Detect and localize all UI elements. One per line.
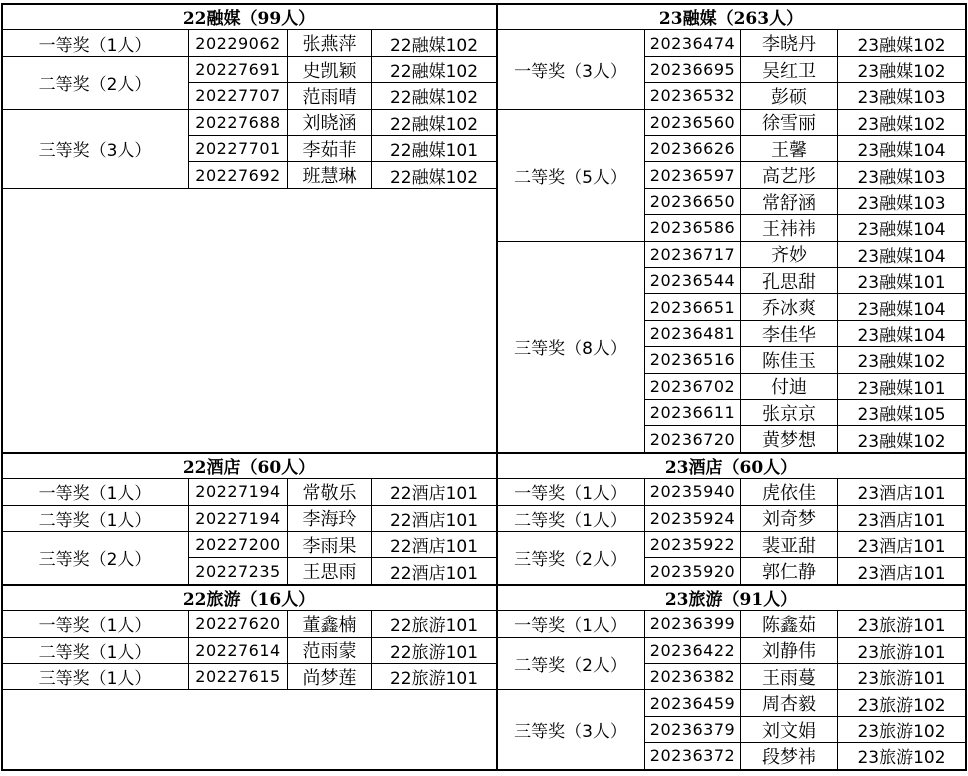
student-id[interactable]: 20236544 (644, 267, 741, 294)
class-name[interactable]: 22酒店101 (371, 557, 497, 584)
class-name[interactable]: 23旅游102 (837, 689, 966, 716)
class-name[interactable]: 22旅游101 (371, 610, 497, 637)
student-name[interactable]: 张京京 (740, 399, 838, 426)
student-name[interactable]: 周杏毅 (740, 689, 838, 716)
class-name[interactable]: 23融媒102 (837, 346, 966, 373)
student-name[interactable]: 王祎祎 (740, 214, 838, 241)
class-name[interactable]: 22融媒101 (371, 135, 497, 162)
class-name[interactable]: 22旅游101 (371, 663, 497, 690)
student-id[interactable]: 20236651 (644, 293, 741, 320)
empty-area (1, 188, 497, 453)
empty-area (1, 689, 497, 769)
table-border (1, 3, 3, 770)
award-level[interactable]: 二等奖（5人） (496, 109, 645, 242)
student-name[interactable]: 李晓丹 (740, 29, 838, 56)
student-name[interactable]: 李茹菲 (287, 135, 372, 162)
student-id[interactable]: 20235922 (644, 531, 741, 558)
student-id[interactable]: 20227615 (188, 663, 288, 690)
section-title[interactable]: 22融媒（99人） (1, 3, 497, 30)
student-id[interactable]: 20235940 (644, 478, 741, 505)
student-id[interactable]: 20236459 (644, 689, 741, 716)
award-level[interactable]: 三等奖（8人） (496, 241, 645, 453)
class-name[interactable]: 23融媒104 (837, 214, 966, 241)
student-id[interactable]: 20227707 (188, 82, 288, 109)
class-name[interactable]: 23融媒102 (837, 109, 966, 136)
class-name[interactable]: 22酒店101 (371, 505, 497, 532)
student-name[interactable]: 段梦祎 (740, 742, 838, 769)
student-id[interactable]: 20227194 (188, 478, 288, 505)
student-id[interactable]: 20236695 (644, 56, 741, 83)
student-name[interactable]: 黄梦想 (740, 425, 838, 452)
class-name[interactable]: 23融媒103 (837, 188, 966, 215)
student-name[interactable]: 班慧琳 (287, 161, 372, 188)
class-name[interactable]: 23融媒104 (837, 320, 966, 347)
award-level[interactable]: 二等奖（2人） (496, 637, 645, 691)
class-name[interactable]: 23旅游102 (837, 742, 966, 769)
class-name[interactable]: 23融媒104 (837, 135, 966, 162)
award-level[interactable]: 三等奖（1人） (1, 663, 189, 690)
student-name[interactable]: 乔冰爽 (740, 293, 838, 320)
student-name[interactable]: 范雨晴 (287, 82, 372, 109)
student-name[interactable]: 尚梦莲 (287, 663, 372, 690)
class-name[interactable]: 22融媒102 (371, 29, 497, 56)
award-level[interactable]: 三等奖（3人） (496, 689, 645, 769)
class-name[interactable]: 22酒店101 (371, 478, 497, 505)
table-border (1, 584, 967, 586)
award-level[interactable]: 一等奖（1人） (1, 29, 189, 56)
student-name[interactable]: 陈鑫茹 (740, 610, 838, 637)
student-name[interactable]: 王思雨 (287, 557, 372, 584)
award-level[interactable]: 三等奖（3人） (1, 109, 189, 189)
student-id[interactable]: 20236422 (644, 637, 741, 664)
student-name[interactable]: 张燕萍 (287, 29, 372, 56)
section-title[interactable]: 23旅游（91人） (496, 584, 966, 611)
award-level[interactable]: 一等奖（1人） (496, 610, 645, 637)
class-name[interactable]: 23酒店101 (837, 478, 966, 505)
student-id[interactable]: 20236650 (644, 188, 741, 215)
class-name[interactable]: 23旅游102 (837, 716, 966, 743)
student-name[interactable]: 徐雪丽 (740, 109, 838, 136)
table-border (965, 3, 967, 770)
student-id[interactable]: 20229062 (188, 29, 288, 56)
class-name[interactable]: 22融媒102 (371, 56, 497, 83)
student-name[interactable]: 郭仁静 (740, 557, 838, 584)
student-name[interactable]: 虎依佳 (740, 478, 838, 505)
student-id[interactable]: 20235920 (644, 557, 741, 584)
student-id[interactable]: 20236481 (644, 320, 741, 347)
class-name[interactable]: 22酒店101 (371, 531, 497, 558)
student-id[interactable]: 20227691 (188, 56, 288, 83)
student-id[interactable]: 20236532 (644, 82, 741, 109)
student-id[interactable]: 20236611 (644, 399, 741, 426)
award-level[interactable]: 一等奖（3人） (496, 29, 645, 109)
table-border (1, 3, 967, 5)
student-name[interactable]: 李海玲 (287, 505, 372, 532)
student-id[interactable]: 20236382 (644, 663, 741, 690)
class-name[interactable]: 23融媒105 (837, 399, 966, 426)
student-id[interactable]: 20227620 (188, 610, 288, 637)
class-name[interactable]: 23融媒104 (837, 293, 966, 320)
student-name[interactable]: 高艺彤 (740, 161, 838, 188)
student-name[interactable]: 齐妙 (740, 241, 838, 268)
student-name[interactable]: 王雨蔓 (740, 663, 838, 690)
student-id[interactable]: 20227688 (188, 109, 288, 136)
award-level[interactable]: 二等奖（1人） (496, 505, 645, 532)
class-name[interactable]: 23融媒102 (837, 29, 966, 56)
class-name[interactable]: 23融媒102 (837, 425, 966, 452)
student-id[interactable]: 20236399 (644, 610, 741, 637)
class-name[interactable]: 23酒店101 (837, 531, 966, 558)
section-title[interactable]: 22旅游（16人） (1, 584, 497, 611)
student-id[interactable]: 20236474 (644, 29, 741, 56)
student-id[interactable]: 20236379 (644, 716, 741, 743)
student-id[interactable]: 20236372 (644, 742, 741, 769)
class-name[interactable]: 23融媒101 (837, 373, 966, 400)
student-name[interactable]: 裴亚甜 (740, 531, 838, 558)
class-name[interactable]: 22融媒102 (371, 82, 497, 109)
class-name[interactable]: 23融媒101 (837, 267, 966, 294)
student-id[interactable]: 20227194 (188, 505, 288, 532)
award-level[interactable]: 一等奖（1人） (496, 478, 645, 505)
table-border (1, 769, 967, 771)
student-name[interactable]: 孔思甜 (740, 267, 838, 294)
student-id[interactable]: 20227200 (188, 531, 288, 558)
award-level[interactable]: 二等奖（2人） (1, 56, 189, 110)
student-id[interactable]: 20227614 (188, 637, 288, 664)
student-id[interactable]: 20227701 (188, 135, 288, 162)
class-name[interactable]: 22融媒102 (371, 109, 497, 136)
student-name[interactable]: 常舒涵 (740, 188, 838, 215)
award-level[interactable]: 一等奖（1人） (1, 478, 189, 505)
table-border (496, 3, 498, 770)
student-name[interactable]: 彭硕 (740, 82, 838, 109)
student-id[interactable]: 20235924 (644, 505, 741, 532)
class-name[interactable]: 23融媒103 (837, 161, 966, 188)
class-name[interactable]: 23融媒102 (837, 56, 966, 83)
student-name[interactable]: 常敬乐 (287, 478, 372, 505)
student-name[interactable]: 付迪 (740, 373, 838, 400)
student-id[interactable]: 20236516 (644, 346, 741, 373)
class-name[interactable]: 23酒店101 (837, 557, 966, 584)
student-name[interactable]: 李雨果 (287, 531, 372, 558)
class-name[interactable]: 23旅游101 (837, 663, 966, 690)
student-id[interactable]: 20236702 (644, 373, 741, 400)
student-name[interactable]: 刘奇梦 (740, 505, 838, 532)
award-level[interactable]: 二等奖（1人） (1, 637, 189, 664)
class-name[interactable]: 23旅游101 (837, 610, 966, 637)
student-id[interactable]: 20236720 (644, 425, 741, 452)
class-name[interactable]: 22融媒102 (371, 161, 497, 188)
class-name[interactable]: 23旅游101 (837, 637, 966, 664)
student-name[interactable]: 史凯颖 (287, 56, 372, 83)
class-name[interactable]: 23融媒103 (837, 82, 966, 109)
class-name[interactable]: 23融媒104 (837, 241, 966, 268)
section-title[interactable]: 22酒店（60人） (1, 452, 497, 479)
class-name[interactable]: 22旅游101 (371, 637, 497, 664)
student-id[interactable]: 20236586 (644, 214, 741, 241)
student-name[interactable]: 刘文娟 (740, 716, 838, 743)
student-name[interactable]: 吴红卫 (740, 56, 838, 83)
student-name[interactable]: 王馨 (740, 135, 838, 162)
student-id[interactable]: 20236717 (644, 241, 741, 268)
student-name[interactable]: 刘晓涵 (287, 109, 372, 136)
student-name[interactable]: 范雨蒙 (287, 637, 372, 664)
award-level[interactable]: 三等奖（2人） (1, 531, 189, 585)
table-border (1, 452, 967, 454)
student-id[interactable]: 20236597 (644, 161, 741, 188)
student-id[interactable]: 20227692 (188, 161, 288, 188)
student-name[interactable]: 李佳华 (740, 320, 838, 347)
section-title[interactable]: 23酒店（60人） (496, 452, 966, 479)
student-id[interactable]: 20236560 (644, 109, 741, 136)
student-name[interactable]: 刘静伟 (740, 637, 838, 664)
student-name[interactable]: 董鑫楠 (287, 610, 372, 637)
student-name[interactable]: 陈佳玉 (740, 346, 838, 373)
award-level[interactable]: 二等奖（1人） (1, 505, 189, 532)
student-id[interactable]: 20227235 (188, 557, 288, 584)
class-name[interactable]: 23酒店101 (837, 505, 966, 532)
student-id[interactable]: 20236626 (644, 135, 741, 162)
section-title[interactable]: 23融媒（263人） (496, 3, 966, 30)
award-level[interactable]: 三等奖（2人） (496, 531, 645, 585)
award-level[interactable]: 一等奖（1人） (1, 610, 189, 637)
